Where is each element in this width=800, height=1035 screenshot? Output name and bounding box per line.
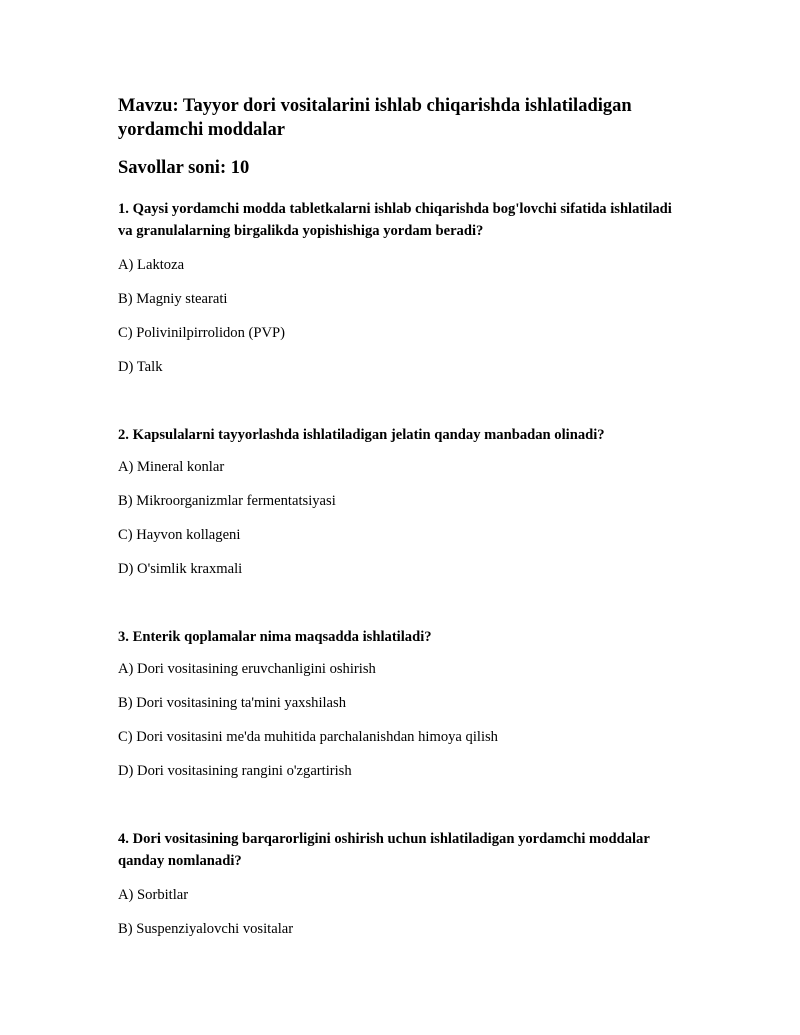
question-text: 1. Qaysi yordamchi modda tabletkalarni ishlab chiqarishda bog'lovchi sifatida ishlatiladi va granulalarning birgalikda yopishishiga yordam beradi? (118, 201, 672, 239)
option-b: B) Magniy stearati (118, 291, 228, 307)
option-a: A) Dori vositasining eruvchanligini oshirish (118, 661, 376, 677)
option-c: C) Polivinilpirrolidon (PVP) (118, 325, 286, 341)
option-d: D) O'simlik kraxmali (118, 561, 243, 577)
question-text: 3. Enterik qoplamalar nima maqsadda ishlatiladi? (118, 629, 432, 645)
question-text: 4. Dori vositasining barqarorligini oshirish uchun ishlatiladigan yordamchi moddalar qanday nomlanadi? (118, 831, 650, 869)
option-list (118, 256, 678, 376)
option-a: A) Laktoza (118, 257, 185, 273)
option-d: D) Talk (118, 359, 163, 375)
option-b: B) Dori vositasining ta'mini yaxshilash (118, 695, 347, 711)
question-4 (118, 828, 678, 938)
option-c: C) Hayvon kollageni (118, 527, 241, 543)
option-b: B) Suspenziyalovchi vositalar (118, 921, 294, 937)
question-count: Savollar soni: 10 (118, 158, 250, 178)
document-page (118, 94, 678, 938)
option-b: B) Mikroorganizmlar fermentatsiyasi (118, 493, 336, 509)
option-a: A) Mineral konlar (118, 459, 225, 475)
question-3 (118, 626, 678, 780)
option-a: A) Sorbitlar (118, 887, 189, 903)
option-list (118, 458, 678, 578)
question-1 (118, 198, 678, 376)
option-list (118, 660, 678, 780)
document-title: Mavzu: Tayyor dori vositalarini ishlab chiqarishda ishlatiladigan yordamchi moddalar (118, 96, 632, 140)
option-d: D) Dori vositasining rangini o'zgartirish (118, 763, 352, 779)
option-c: C) Dori vositasini me'da muhitida parchalanishdan himoya qilish (118, 729, 498, 745)
question-2 (118, 424, 678, 578)
option-list (118, 886, 678, 938)
question-text: 2. Kapsulalarni tayyorlashda ishlatiladigan jelatin qanday manbadan olinadi? (118, 427, 605, 443)
